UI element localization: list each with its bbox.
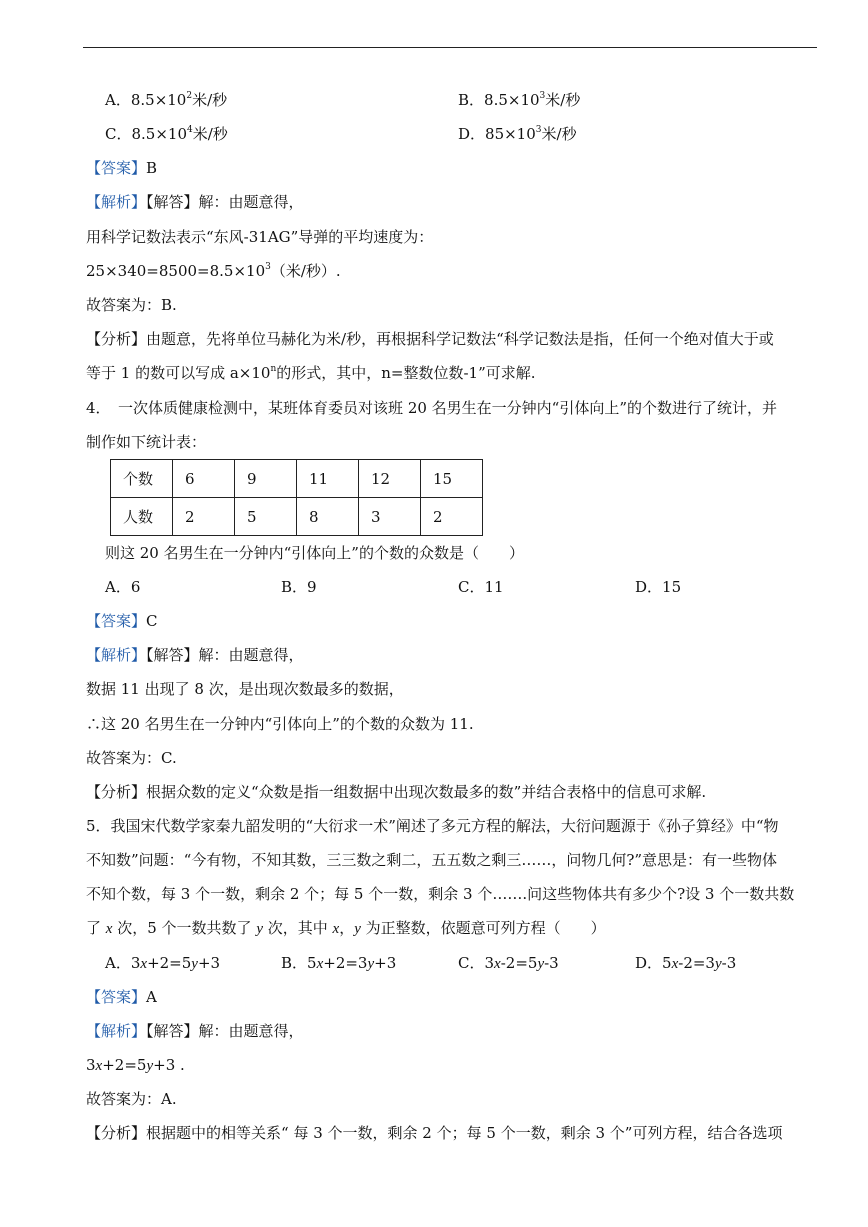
q5-option-b: B．5x+2=3y+3: [281, 954, 397, 972]
answer-tag: 【答案】: [86, 612, 147, 630]
table-cell: 9: [235, 460, 297, 498]
q5-conclusion: 故答案为：A.: [86, 1090, 177, 1108]
q4-option-b: B．9: [281, 578, 317, 596]
q4-conclusion: 故答案为：C.: [86, 749, 177, 767]
table-cell: 人数: [111, 498, 173, 536]
q3-option-b: B．$8.5\times 10^3$米/秒: [458, 91, 581, 109]
q5-solution-intro: 【解析】【解答】解：由题意得，: [86, 1022, 304, 1040]
table-cell: 3: [359, 498, 421, 536]
q5-stem-line3: 不知个数，每 3 个一数，剩余 2 个；每 5 个一数，剩余 3 个…….问这些物体共有多少个?设 3 个一数共数: [86, 885, 795, 903]
table-row: [111, 498, 483, 536]
table-cell: 15: [421, 460, 483, 498]
table-cell: 6: [173, 460, 235, 498]
q3-solution-intro: 【解析】【解答】解：由题意得，: [86, 193, 304, 211]
q4-option-a: A．6: [105, 578, 141, 596]
q3-solution-line1: 用科学记数法表示“东风-31AG”导弹的平均速度为：: [86, 228, 434, 246]
table-row: [111, 460, 483, 498]
table-cell: 2: [421, 498, 483, 536]
q4-stat-table: [110, 459, 483, 536]
table-cell: 个数: [111, 460, 173, 498]
table-cell: 5: [235, 498, 297, 536]
q3-option-c: C．$8.5\times 10^4$米/秒: [105, 125, 228, 143]
q5-answer: 【答案】A: [86, 988, 157, 1006]
q5-stem-line2: 不知数”问题：“今有物，不知其数，三三数之剩二，五五数之剩三……，问物几何?”意思是：有一些物体: [86, 851, 778, 869]
table-cell: 8: [297, 498, 359, 536]
table-cell: 2: [173, 498, 235, 536]
answer-tag: 【答案】: [86, 159, 147, 177]
q3-solution-line2: $25\times 340=8500=8.5\times 10^3$（米/秒）.: [86, 262, 341, 280]
q4-question: 则这 20 名男生在一分钟内“引体向上”的个数的众数是（ ）: [105, 544, 524, 562]
q4-solution-line2: ∴这 20 名男生在一分钟内“引体向上”的个数的众数为 11.: [86, 715, 474, 733]
q3-answer: 【答案】B: [86, 159, 158, 177]
q4-stem-line2: 制作如下统计表：: [86, 433, 207, 451]
q4-option-d: D．15: [635, 578, 682, 596]
q4-answer: 【答案】C: [86, 612, 158, 630]
q3-analysis-line1: 【分析】由题意，先将单位马赫化为米/秒，再根据科学记数法“科学记数法是指，任何一个绝对值大于或: [86, 330, 774, 348]
table-cell: 12: [359, 460, 421, 498]
q5-stem-line4: 了 x 次，5 个一数共数了 y 次，其中 x，y 为正整数，依题意可列方程（ ）: [86, 919, 606, 937]
q4-solution-intro: 【解析】【解答】解：由题意得，: [86, 646, 304, 664]
q4-option-c: C．11: [458, 578, 504, 596]
q3-option-a: A．$8.5\times 10^2$米/秒: [105, 91, 228, 109]
q5-option-d: D．5x-2=3y-3: [635, 954, 737, 972]
q4-stem-line1: 4． 一次体质健康检测中，某班体育委员对该班 20 名男生在一分钟内“引体向上”的个数进行了统计，并: [86, 399, 778, 417]
table-cell: 11: [297, 460, 359, 498]
header-rule: [83, 47, 817, 48]
q3-conclusion: 故答案为：B.: [86, 296, 177, 314]
q5-stem-line1: 5．我国宋代数学家秦九韶发明的“大衍求一术”阐述了多元方程的解法，大衍问题源于《孙子算经》中“物: [86, 817, 779, 835]
q4-solution-line1: 数据 11 出现了 8 次，是出现次数最多的数据，: [86, 680, 404, 698]
q5-analysis: 【分析】根据题中的相等关系“ 每 3 个一数，剩余 2 个；每 5 个一数，剩余 3 个”可列方程，结合各选项: [86, 1124, 783, 1142]
q5-option-a: A．3x+2=5y+3: [105, 954, 221, 972]
q5-solution-equation: 3x+2=5y+3 .: [86, 1056, 185, 1074]
q3-option-d: D．$85\times 10^3$米/秒: [458, 125, 577, 143]
q3-analysis-line2: 等于 1 的数可以写成 $a\times 10^n$的形式，其中，n=整数位数-1”可求解.: [86, 364, 536, 382]
q5-option-c: C．3x-2=5y-3: [458, 954, 559, 972]
q4-analysis: 【分析】根据众数的定义“众数是指一组数据中出现次数最多的数”并结合表格中的信息可求解.: [86, 783, 707, 801]
answer-tag: 【答案】: [86, 988, 147, 1006]
